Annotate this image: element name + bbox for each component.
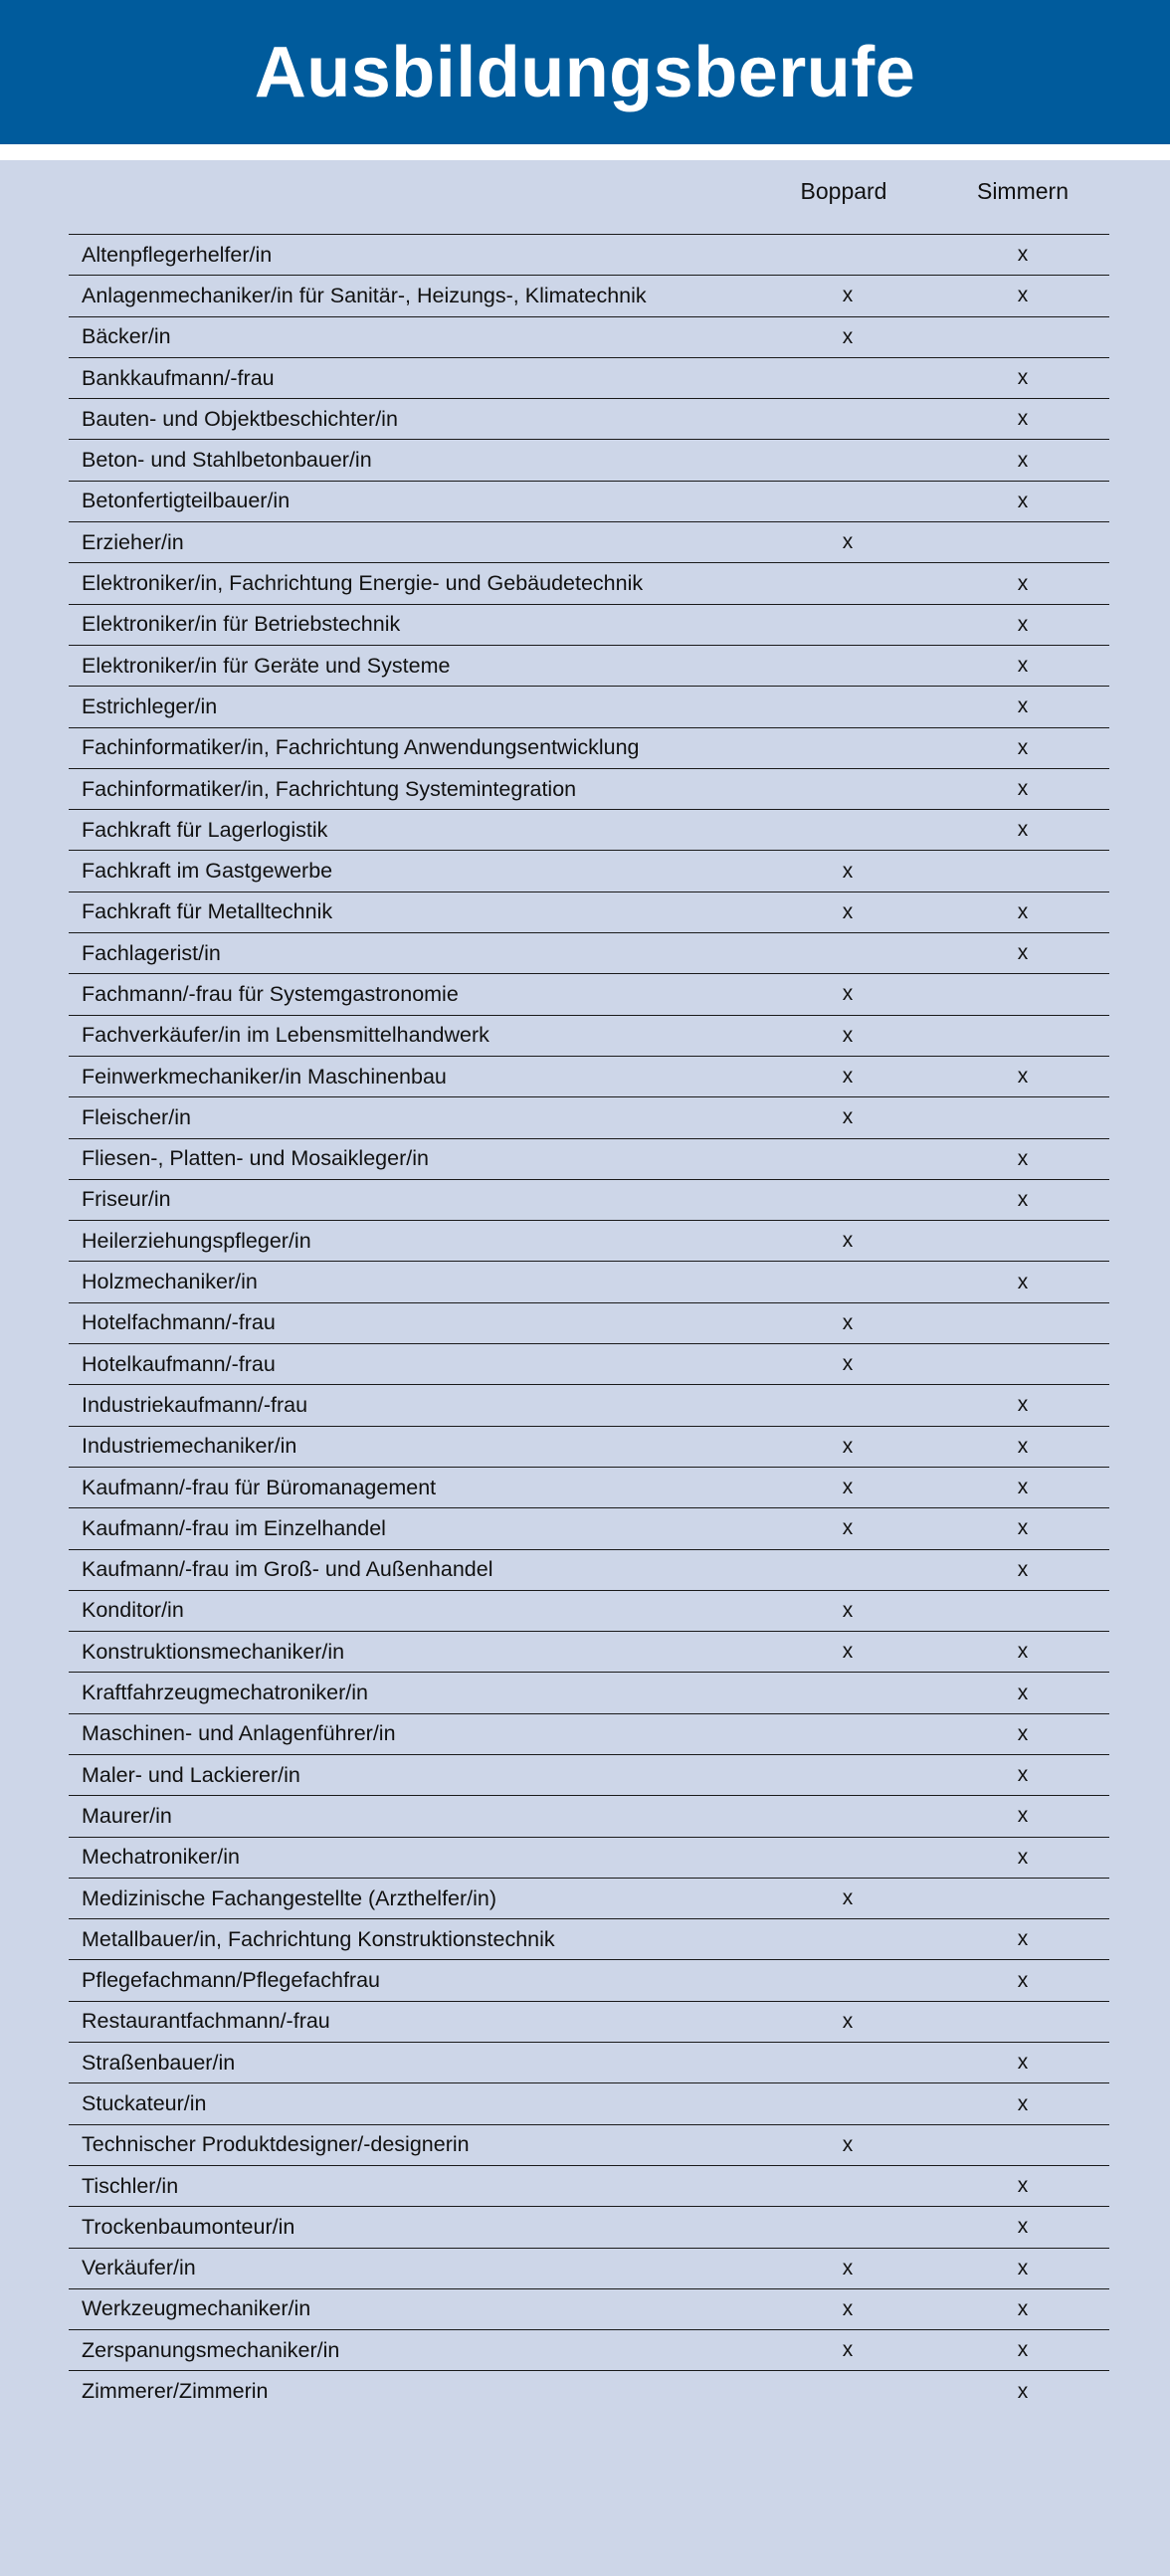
- simmern-mark: [1003, 1303, 1043, 1343]
- table-row: [69, 1631, 1109, 1672]
- boppard-mark: [828, 2043, 868, 2082]
- occupations-table: [69, 234, 1109, 2412]
- occupation-name: Fachkraft für Metalltechnik: [82, 899, 333, 924]
- occupation-name: Bankkaufmann/-frau: [82, 365, 275, 390]
- simmern-mark: x: [1017, 1845, 1029, 1869]
- table-row: [69, 521, 1109, 562]
- simmern-mark: [1003, 851, 1043, 891]
- occupation-name: Mechatroniker/in: [82, 1845, 240, 1870]
- simmern-mark: x: [1017, 1434, 1029, 1458]
- occupation-name: Konditor/in: [82, 1598, 184, 1623]
- table-row: [69, 1959, 1109, 2000]
- simmern-mark: [1003, 1221, 1043, 1261]
- simmern-mark: x: [1017, 1476, 1029, 1499]
- table-row: [69, 768, 1109, 809]
- boppard-mark: [828, 1262, 868, 1301]
- simmern-mark: x: [1017, 1721, 1029, 1745]
- occupation-name: Beton- und Stahlbetonbauer/in: [82, 448, 372, 473]
- boppard-mark: [828, 1673, 868, 1712]
- boppard-mark: [828, 440, 868, 480]
- table-row: [69, 1713, 1109, 1754]
- boppard-mark: x: [842, 2009, 854, 2033]
- occupation-name: Estrichleger/in: [82, 694, 218, 718]
- boppard-mark: [828, 2207, 868, 2247]
- occupation-name: Fachinformatiker/in, Fachrichtung Anwendungsentwicklung: [82, 735, 640, 760]
- occupation-name: Bäcker/in: [82, 324, 171, 349]
- simmern-mark: x: [1017, 1516, 1029, 1540]
- boppard-mark: [828, 563, 868, 603]
- simmern-mark: [1003, 1344, 1043, 1384]
- simmern-mark: [1003, 2125, 1043, 2165]
- page-title: Ausbildungsberufe: [254, 32, 916, 112]
- simmern-mark: x: [1017, 1187, 1029, 1211]
- table-row: [69, 1878, 1109, 1918]
- table-row: [69, 892, 1109, 932]
- simmern-mark: [1003, 2002, 1043, 2042]
- table-row: [69, 562, 1109, 603]
- table-row: [69, 1918, 1109, 1959]
- occupation-name: Medizinische Fachangestellte (Arzthelfer/in): [82, 1885, 497, 1910]
- simmern-mark: x: [1017, 407, 1029, 431]
- boppard-mark: [828, 358, 868, 398]
- boppard-mark: x: [842, 1640, 854, 1664]
- boppard-mark: [828, 1180, 868, 1220]
- boppard-mark: x: [842, 1352, 854, 1376]
- table-row: [69, 1384, 1109, 1425]
- simmern-mark: x: [1017, 489, 1029, 512]
- table-row: [69, 2288, 1109, 2329]
- simmern-mark: [1003, 974, 1043, 1014]
- table-row: [69, 1549, 1109, 1590]
- table-row: [69, 1590, 1109, 1631]
- occupation-name: Verkäufer/in: [82, 2256, 196, 2280]
- boppard-mark: [828, 1838, 868, 1878]
- simmern-mark: x: [1017, 1393, 1029, 1417]
- boppard-mark: x: [842, 530, 854, 554]
- table-row: [69, 1056, 1109, 1096]
- occupation-name: Elektroniker/in für Geräte und Systeme: [82, 653, 451, 678]
- boppard-mark: [828, 2083, 868, 2123]
- boppard-mark: x: [842, 2338, 854, 2362]
- simmern-mark: x: [1017, 571, 1029, 595]
- boppard-mark: x: [842, 1065, 854, 1089]
- boppard-mark: x: [842, 324, 854, 348]
- column-headers: [0, 178, 1170, 218]
- simmern-mark: [1003, 522, 1043, 562]
- boppard-mark: x: [842, 2296, 854, 2320]
- occupation-name: Elektroniker/in für Betriebstechnik: [82, 612, 401, 637]
- table-row: [69, 1138, 1109, 1179]
- table-row: [69, 1343, 1109, 1384]
- boppard-mark: x: [842, 1229, 854, 1253]
- occupation-name: Elektroniker/in, Fachrichtung Energie- und Gebäudetechnik: [82, 571, 644, 596]
- table-row: [69, 1179, 1109, 1220]
- simmern-mark: x: [1017, 1270, 1029, 1293]
- table-row: [69, 932, 1109, 973]
- table-row: [69, 357, 1109, 398]
- simmern-mark: x: [1017, 1557, 1029, 1581]
- boppard-mark: x: [842, 1476, 854, 1499]
- boppard-mark: x: [842, 2132, 854, 2156]
- simmern-mark: [1003, 1097, 1043, 1137]
- simmern-mark: x: [1017, 694, 1029, 718]
- simmern-mark: x: [1017, 1804, 1029, 1828]
- boppard-mark: [828, 769, 868, 809]
- boppard-mark: x: [842, 1598, 854, 1622]
- table-row: [69, 1507, 1109, 1548]
- occupation-name: Maurer/in: [82, 1803, 172, 1828]
- table-row: [69, 1426, 1109, 1467]
- boppard-mark: x: [842, 1023, 854, 1047]
- occupation-name: Industriemechaniker/in: [82, 1434, 297, 1459]
- occupation-name: Fachmann/-frau für Systemgastronomie: [82, 981, 459, 1006]
- simmern-mark: x: [1017, 2338, 1029, 2362]
- occupation-name: Werkzeugmechaniker/in: [82, 2296, 311, 2321]
- simmern-mark: x: [1017, 2174, 1029, 2198]
- simmern-mark: x: [1017, 366, 1029, 390]
- occupation-name: Konstruktionsmechaniker/in: [82, 1639, 345, 1664]
- table-row: [69, 481, 1109, 521]
- table-row: [69, 234, 1109, 275]
- occupation-name: Bauten- und Objektbeschichter/in: [82, 406, 398, 431]
- simmern-mark: [1003, 1879, 1043, 1918]
- occupation-name: Altenpflegerhelfer/in: [82, 242, 273, 267]
- occupation-name: Holzmechaniker/in: [82, 1270, 258, 1294]
- column-header-boppard: Boppard: [800, 178, 887, 204]
- table-row: [69, 1261, 1109, 1301]
- occupation-name: Hotelfachmann/-frau: [82, 1310, 276, 1335]
- occupation-name: Technischer Produktdesigner/-designerin: [82, 2132, 470, 2157]
- table-row: [69, 1754, 1109, 1795]
- simmern-mark: x: [1017, 1763, 1029, 1787]
- simmern-mark: x: [1017, 941, 1029, 965]
- boppard-mark: [828, 399, 868, 439]
- boppard-mark: x: [842, 1516, 854, 1540]
- simmern-mark: [1003, 317, 1043, 357]
- simmern-mark: x: [1017, 2256, 1029, 2279]
- simmern-mark: x: [1017, 1065, 1029, 1089]
- simmern-mark: x: [1017, 899, 1029, 923]
- occupation-name: Tischler/in: [82, 2173, 179, 2198]
- simmern-mark: [1003, 1591, 1043, 1631]
- occupation-name: Feinwerkmechaniker/in Maschinenbau: [82, 1064, 447, 1089]
- table-row: [69, 1302, 1109, 1343]
- occupation-name: Restaurantfachmann/-frau: [82, 2009, 330, 2034]
- occupation-name: Betonfertigteilbauer/in: [82, 489, 291, 513]
- boppard-mark: [828, 235, 868, 275]
- table-row: [69, 2329, 1109, 2370]
- occupation-name: Fachlagerist/in: [82, 940, 221, 965]
- boppard-mark: x: [842, 1434, 854, 1458]
- boppard-mark: [828, 1714, 868, 1754]
- boppard-mark: [828, 1550, 868, 1590]
- table-row: [69, 973, 1109, 1014]
- occupation-name: Fliesen-, Platten- und Mosaikleger/in: [82, 1146, 429, 1171]
- occupation-name: Trockenbaumonteur/in: [82, 2214, 295, 2239]
- occupation-name: Fachinformatiker/in, Fachrichtung Systemintegration: [82, 776, 577, 801]
- occupation-name: Heilerziehungspfleger/in: [82, 1228, 311, 1253]
- boppard-mark: [828, 1919, 868, 1959]
- simmern-mark: x: [1017, 612, 1029, 636]
- simmern-mark: x: [1017, 1640, 1029, 1664]
- table-row: [69, 2001, 1109, 2042]
- occupation-name: Erzieher/in: [82, 529, 184, 554]
- boppard-mark: x: [842, 899, 854, 923]
- table-row: [69, 2165, 1109, 2206]
- table-row: [69, 604, 1109, 645]
- simmern-mark: x: [1017, 2296, 1029, 2320]
- table-row: [69, 1096, 1109, 1137]
- occupation-name: Pflegefachmann/Pflegefachfrau: [82, 1968, 381, 1993]
- simmern-mark: x: [1017, 1968, 1029, 1992]
- simmern-mark: x: [1017, 2091, 1029, 2115]
- table-row: [69, 1672, 1109, 1712]
- table-row: [69, 1837, 1109, 1878]
- occupation-name: Kaufmann/-frau im Einzelhandel: [82, 1515, 386, 1540]
- table-row: [69, 1015, 1109, 1056]
- table-row: [69, 1795, 1109, 1836]
- boppard-mark: [828, 646, 868, 686]
- boppard-mark: [828, 1796, 868, 1836]
- occupation-name: Maschinen- und Anlagenführer/in: [82, 1721, 396, 1746]
- table-row: [69, 275, 1109, 315]
- table-row: [69, 809, 1109, 850]
- boppard-mark: [828, 2166, 868, 2206]
- boppard-mark: [828, 2371, 868, 2411]
- table-row: [69, 2248, 1109, 2288]
- title-banner: [0, 0, 1170, 144]
- simmern-mark: x: [1017, 243, 1029, 267]
- occupation-name: Industriekaufmann/-frau: [82, 1392, 308, 1417]
- simmern-mark: x: [1017, 284, 1029, 307]
- boppard-mark: [828, 728, 868, 768]
- simmern-mark: [1003, 1016, 1043, 1056]
- table-row: [69, 398, 1109, 439]
- boppard-mark: [828, 1960, 868, 2000]
- occupation-name: Metallbauer/in, Fachrichtung Konstruktionstechnik: [82, 1926, 555, 1951]
- boppard-mark: x: [842, 859, 854, 883]
- boppard-mark: [828, 1139, 868, 1179]
- occupation-name: Fleischer/in: [82, 1104, 191, 1129]
- occupation-name: Zerspanungsmechaniker/in: [82, 2337, 340, 2362]
- boppard-mark: [828, 1385, 868, 1425]
- table-row: [69, 1467, 1109, 1507]
- table-row: [69, 316, 1109, 357]
- boppard-mark: x: [842, 982, 854, 1006]
- simmern-mark: x: [1017, 1681, 1029, 1704]
- table-row: [69, 1220, 1109, 1261]
- simmern-mark: x: [1017, 2379, 1029, 2403]
- simmern-mark: x: [1017, 2215, 1029, 2239]
- boppard-mark: x: [842, 284, 854, 307]
- boppard-mark: [828, 933, 868, 973]
- occupation-name: Friseur/in: [82, 1187, 171, 1212]
- simmern-mark: x: [1017, 1927, 1029, 1951]
- occupation-name: Hotelkaufmann/-frau: [82, 1351, 276, 1376]
- boppard-mark: x: [842, 1310, 854, 1334]
- table-row: [69, 727, 1109, 768]
- table-row: [69, 850, 1109, 891]
- simmern-mark: x: [1017, 818, 1029, 842]
- boppard-mark: [828, 687, 868, 726]
- occupation-name: Fachkraft für Lagerlogistik: [82, 817, 328, 842]
- boppard-mark: [828, 810, 868, 850]
- boppard-mark: x: [842, 1886, 854, 1910]
- occupation-name: Kaufmann/-frau im Groß- und Außenhandel: [82, 1557, 493, 1582]
- boppard-mark: x: [842, 2256, 854, 2279]
- boppard-mark: [828, 482, 868, 521]
- boppard-mark: [828, 605, 868, 645]
- occupation-name: Anlagenmechaniker/in für Sanitär-, Heizungs-, Klimatechnik: [82, 283, 647, 307]
- table-row: [69, 2082, 1109, 2123]
- occupation-name: Fachverkäufer/in im Lebensmittelhandwerk: [82, 1023, 489, 1048]
- occupation-name: Kraftfahrzeugmechatroniker/in: [82, 1681, 369, 1705]
- boppard-mark: x: [842, 1105, 854, 1129]
- simmern-mark: x: [1017, 654, 1029, 678]
- table-row: [69, 2370, 1109, 2411]
- table-row: [69, 439, 1109, 480]
- table-row: [69, 2206, 1109, 2247]
- occupation-name: Fachkraft im Gastgewerbe: [82, 859, 333, 884]
- table-panel: [0, 160, 1170, 2576]
- column-header-simmern: Simmern: [976, 178, 1069, 204]
- simmern-mark: x: [1017, 2051, 1029, 2075]
- boppard-mark: [828, 1755, 868, 1795]
- table-row: [69, 2042, 1109, 2082]
- occupation-name: Kaufmann/-frau für Büromanagement: [82, 1475, 437, 1499]
- simmern-mark: x: [1017, 448, 1029, 472]
- occupation-name: Stuckateur/in: [82, 2091, 207, 2115]
- occupation-name: Straßenbauer/in: [82, 2050, 236, 2075]
- table-row: [69, 645, 1109, 686]
- occupation-name: Zimmerer/Zimmerin: [82, 2379, 269, 2404]
- simmern-mark: x: [1017, 1146, 1029, 1170]
- occupation-name: Maler- und Lackierer/in: [82, 1762, 300, 1787]
- simmern-mark: x: [1017, 777, 1029, 800]
- table-row: [69, 2124, 1109, 2165]
- table-row: [69, 686, 1109, 726]
- simmern-mark: x: [1017, 735, 1029, 759]
